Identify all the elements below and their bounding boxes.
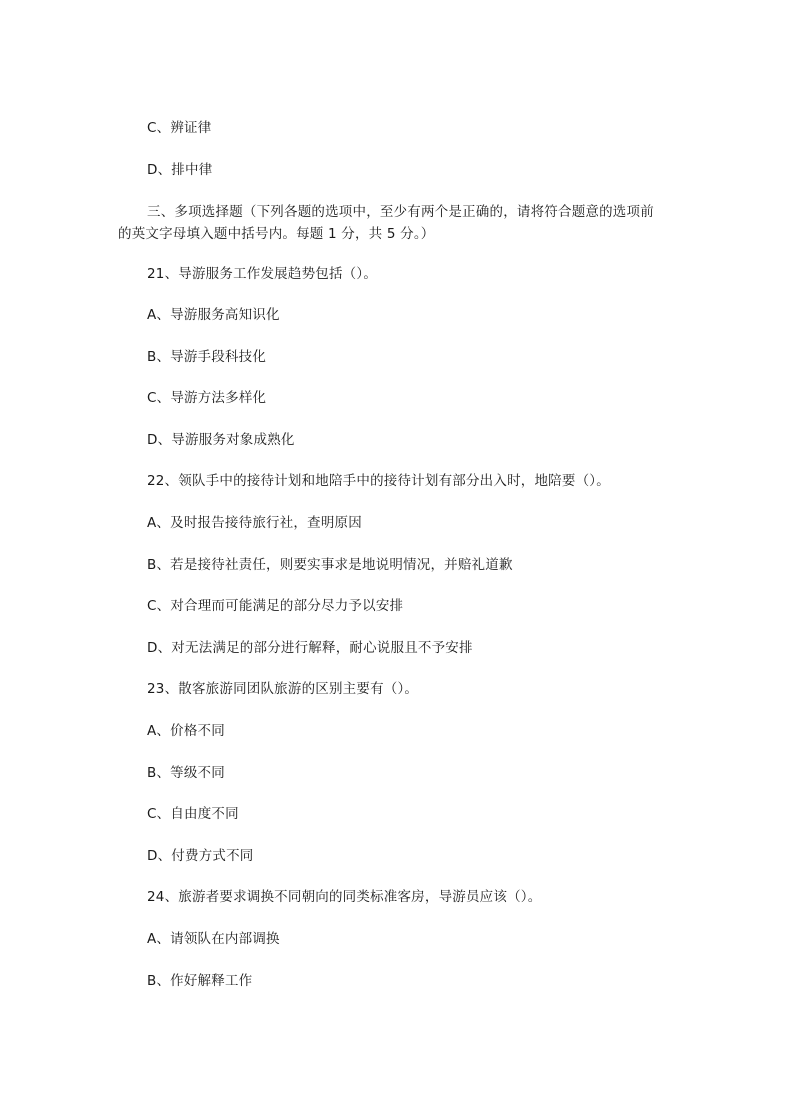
question-23-option-a: A、价格不同: [147, 723, 225, 739]
question-21: 21、导游服务工作发展趋势包括（）。: [147, 266, 378, 282]
question-21-option-b: B、导游手段科技化: [147, 349, 267, 365]
question-23-option-c: C、自由度不同: [147, 806, 239, 822]
question-22-option-b: B、若是接待社责任，则要实事求是地说明情况，并赔礼道歉: [147, 557, 513, 573]
question-24-option-b: B、作好解释工作: [147, 973, 253, 989]
question-22: 22、领队手中的接待计划和地陪手中的接待计划有部分出入时，地陪要（）。: [147, 473, 610, 489]
option-c-text: C、辨证律: [147, 120, 212, 136]
question-21-option-d: D、导游服务对象成熟化: [147, 432, 295, 448]
option-d-text: D、排中律: [147, 162, 213, 178]
question-21-option-a: A、导游服务高知识化: [147, 307, 280, 323]
question-24-option-a: A、请领队在内部调换: [147, 931, 280, 947]
question-22-option-d: D、对无法满足的部分进行解释，耐心说服且不予安排: [147, 640, 473, 656]
section-heading-multiple-choice: 三、多项选择题（下列各题的选项中，至少有两个是正确的，请将符合题意的选项前的英文字母填入题中括号内。每题 1 分，共 5 分。）: [118, 204, 654, 242]
question-23-option-b: B、等级不同: [147, 765, 225, 781]
question-23-option-d: D、付费方式不同: [147, 848, 254, 864]
question-21-option-c: C、导游方法多样化: [147, 390, 267, 406]
question-24: 24、旅游者要求调换不同朝向的同类标准客房，导游员应该（）。: [147, 889, 542, 905]
question-23: 23、散客旅游同团队旅游的区别主要有（）。: [147, 681, 419, 697]
question-22-option-a: A、及时报告接待旅行社，查明原因: [147, 515, 362, 531]
question-22-option-c: C、对合理而可能满足的部分尽力予以安排: [147, 598, 404, 614]
